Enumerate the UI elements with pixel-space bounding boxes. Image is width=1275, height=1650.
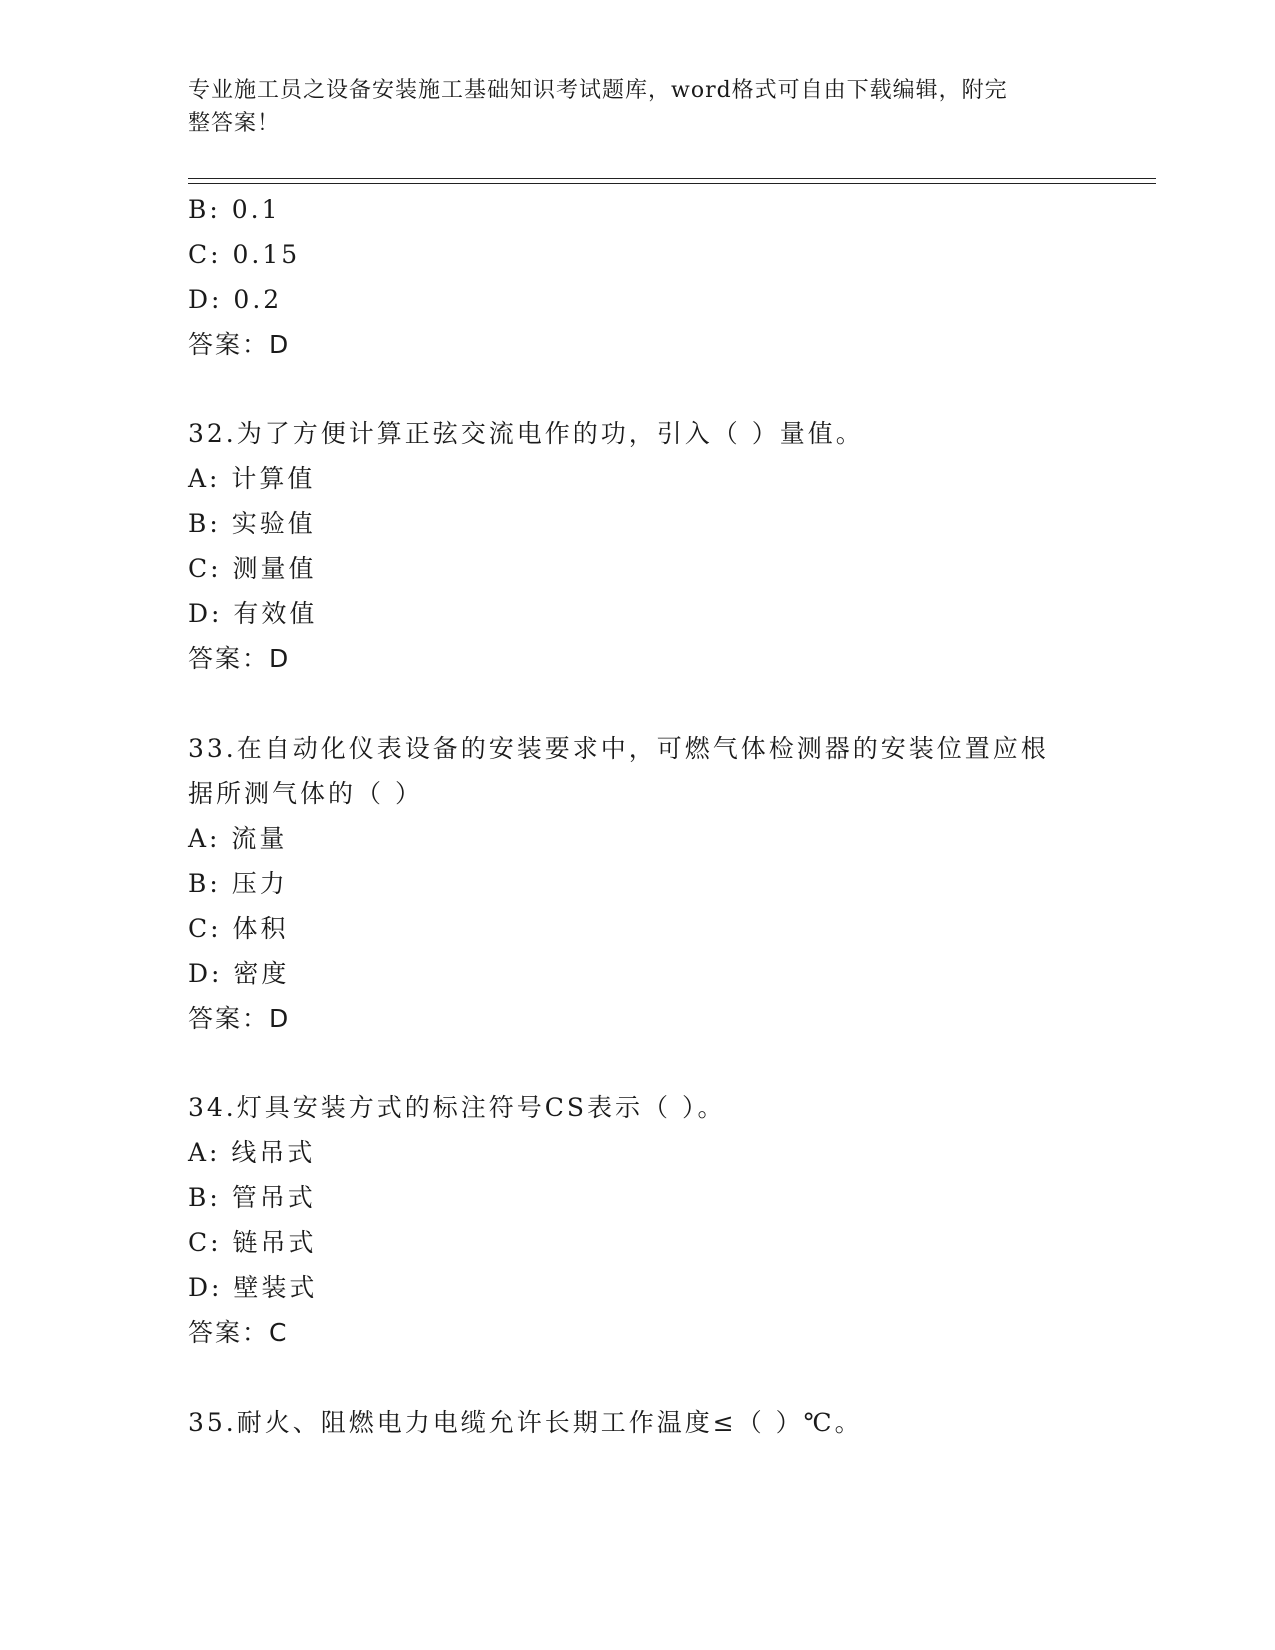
document-header: [188, 74, 1068, 140]
question-34-option-d: D: 壁装式: [188, 1273, 318, 1302]
question-34-option-a: A: 线吊式: [188, 1138, 316, 1167]
header-divider-top: [188, 178, 1156, 179]
question-33-option-d: D: 密度: [188, 959, 290, 988]
header-line-1: 专业施工员之设备安装施工基础知识考试题库，word格式可自由下载编辑，附完: [188, 78, 1008, 103]
option-c: C: 0.15: [188, 240, 301, 269]
question-33-option-a: A: 流量: [188, 824, 288, 853]
question-33-stem-line-2: 据所测气体的（ ）: [188, 779, 423, 808]
header-divider-bottom: [188, 183, 1156, 184]
option-b: B: 0.1: [188, 195, 281, 224]
question-34-option-b: B: 管吊式: [188, 1183, 316, 1212]
answer-line: 答案：D: [188, 330, 291, 359]
question-32-answer: 答案：D: [188, 644, 291, 673]
question-32-option-d: D: 有效值: [188, 599, 318, 628]
question-32-option-b: B: 实验值: [188, 509, 316, 538]
question-32-option-c: C: 测量值: [188, 554, 317, 583]
question-34-answer: 答案：C: [188, 1318, 289, 1347]
question-33-option-b: B: 压力: [188, 869, 288, 898]
header-line-2: 整答案！: [188, 111, 281, 136]
question-33-answer: 答案：D: [188, 1004, 291, 1033]
option-d: D: 0.2: [188, 285, 283, 314]
question-33-stem-line-1: 33.在自动化仪表设备的安装要求中，可燃气体检测器的安装位置应根: [188, 734, 1049, 763]
question-32-stem: 32.为了方便计算正弦交流电作的功，引入（ ）量值。: [188, 419, 864, 448]
question-34-stem: 34.灯具安装方式的标注符号CS表示（ ）。: [188, 1093, 726, 1122]
question-32-option-a: A: 计算值: [188, 464, 316, 493]
question-34-option-c: C: 链吊式: [188, 1228, 317, 1257]
question-35-stem: 35.耐火、阻燃电力电缆允许长期工作温度≤（ ）℃。: [188, 1408, 863, 1437]
question-33-option-c: C: 体积: [188, 914, 289, 943]
